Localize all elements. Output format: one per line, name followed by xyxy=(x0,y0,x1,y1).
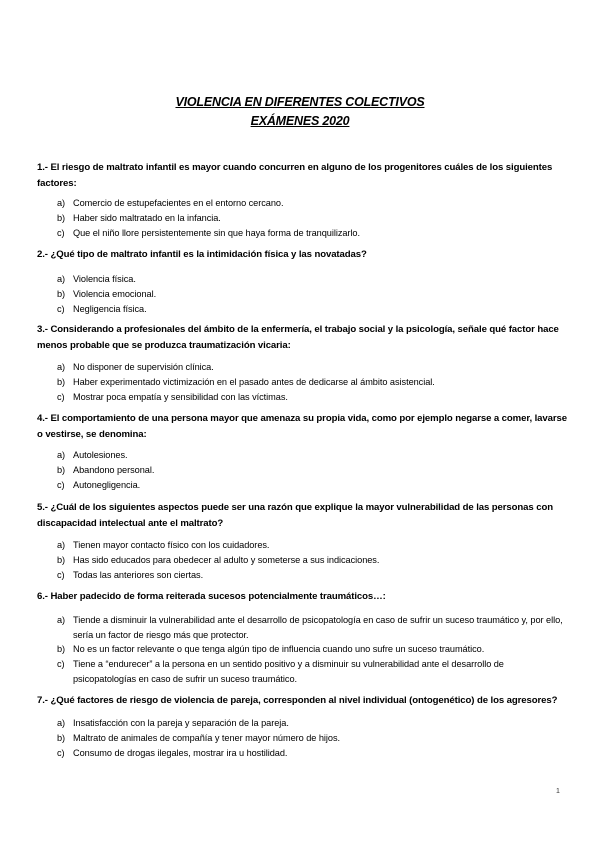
question-4: 4.- El comportamiento de una persona mayor que amenaza su propia vida, como por ejemplo negarse a comer, lavarse o vestirse, se denomina: xyxy=(37,413,567,440)
document-subtitle: EXÁMENES 2020 xyxy=(250,114,350,128)
option-letter: c) xyxy=(57,304,65,314)
question-1-option-c xyxy=(57,226,567,241)
option-text: Insatisfacción con la pareja y separación de la pareja. xyxy=(73,718,289,728)
option-text: Autonegligencia. xyxy=(73,480,141,490)
option-text: Comercio de estupefacientes en el entorno cercano. xyxy=(73,198,284,208)
option-text: No disponer de supervisión clínica. xyxy=(73,362,214,372)
question-6-option-c xyxy=(57,657,567,687)
document-title: VIOLENCIA EN DIFERENTES COLECTIVOS xyxy=(175,95,425,109)
option-letter: c) xyxy=(57,570,65,580)
question-7-option-b xyxy=(57,731,567,746)
question-2: 2.- ¿Qué tipo de maltrato infantil es la intimidación física y las novatadas? xyxy=(37,249,367,260)
option-letter: c) xyxy=(57,228,65,238)
question-3: 3.- Considerando a profesionales del ámbito de la enfermería, el trabajo social y la psicología, señale qué factor hace menos probable que se produzca traumatización vicaria: xyxy=(37,324,559,351)
option-text: No es un factor relevante o que tenga algún tipo de influencia cuando uno sufre un suceso traumático. xyxy=(73,644,485,654)
option-text: Tiene a “endurecer” a la persona en un sentido positivo y a disminuir su vulnerabilidad ante el desarrollo de psicopatologías en caso de sufrir un suceso traumático. xyxy=(73,659,504,685)
option-text: Que el niño llore persistentemente sin que haya forma de tranquilizarlo. xyxy=(73,228,360,238)
question-1-option-a xyxy=(57,196,567,211)
option-text: Autolesiones. xyxy=(73,450,128,460)
question-5-option-a xyxy=(57,538,567,553)
question-5-option-c xyxy=(57,568,567,583)
option-text: Consumo de drogas ilegales, mostrar ira u hostilidad. xyxy=(73,748,288,758)
option-letter: a) xyxy=(57,362,66,372)
page-number: 1 xyxy=(556,788,560,795)
option-text: Todas las anteriores son ciertas. xyxy=(73,570,204,580)
question-2-option-b xyxy=(57,287,567,302)
question-7-option-a xyxy=(57,716,567,731)
question-6: 6.- Haber padecido de forma reiterada sucesos potencialmente traumáticos…: xyxy=(37,591,386,602)
question-3-option-c xyxy=(57,390,567,405)
option-letter: b) xyxy=(57,213,66,223)
option-text: Tiende a disminuir la vulnerabilidad ante el desarrollo de psicopatología en caso de sufrir un suceso traumático y, por ello, sería un factor de riesgo más que protector. xyxy=(73,615,563,641)
question-1-option-b xyxy=(57,211,567,226)
option-text: Violencia física. xyxy=(73,274,136,284)
option-text: Mostrar poca empatía y sensibilidad con las víctimas. xyxy=(73,392,288,402)
option-letter: c) xyxy=(57,392,65,402)
option-letter: b) xyxy=(57,465,66,475)
option-letter: a) xyxy=(57,615,66,625)
question-7-option-c xyxy=(57,746,567,761)
option-letter: a) xyxy=(57,450,66,460)
option-letter: a) xyxy=(57,274,66,284)
question-3-option-a xyxy=(57,360,567,375)
question-3-option-b xyxy=(57,375,567,390)
option-text: Violencia emocional. xyxy=(73,289,157,299)
question-6-option-a xyxy=(57,613,567,643)
question-1: 1.- El riesgo de maltrato infantil es mayor cuando concurren en alguno de los progenitores cuáles de los siguientes factores: xyxy=(37,162,553,189)
question-2-option-c xyxy=(57,302,567,317)
option-letter: a) xyxy=(57,198,66,208)
option-text: Maltrato de animales de compañía y tener mayor número de hijos. xyxy=(73,733,340,743)
option-text: Has sido educados para obedecer al adulto y someterse a sus indicaciones. xyxy=(73,555,380,565)
question-7: 7.- ¿Qué factores de riesgo de violencia de pareja, corresponden al nivel individual (ontogenético) de los agresores? xyxy=(37,695,558,706)
question-2-option-a xyxy=(57,272,567,287)
option-letter: a) xyxy=(57,718,66,728)
option-text: Haber sido maltratado en la infancia. xyxy=(73,213,221,223)
option-letter: a) xyxy=(57,540,66,550)
option-text: Negligencia física. xyxy=(73,304,147,314)
option-text: Abandono personal. xyxy=(73,465,155,475)
option-letter: b) xyxy=(57,555,66,565)
question-5: 5.- ¿Cuál de los siguientes aspectos puede ser una razón que explique la mayor vulnerabilidad de las personas con discapacidad intelectual ante el maltrato? xyxy=(37,502,553,529)
option-letter: c) xyxy=(57,748,65,758)
option-letter: c) xyxy=(57,659,65,669)
question-5-option-b xyxy=(57,553,567,568)
question-4-option-a xyxy=(57,448,567,463)
option-letter: b) xyxy=(57,644,66,654)
option-letter: b) xyxy=(57,733,66,743)
option-text: Haber experimentado victimización en el pasado antes de dedicarse al ámbito asistencial. xyxy=(73,377,435,387)
option-text: Tienen mayor contacto físico con los cuidadores. xyxy=(73,540,270,550)
question-6-option-b xyxy=(57,642,567,657)
option-letter: b) xyxy=(57,377,66,387)
option-letter: b) xyxy=(57,289,66,299)
option-letter: c) xyxy=(57,480,65,490)
question-4-option-c xyxy=(57,478,567,493)
question-4-option-b xyxy=(57,463,567,478)
